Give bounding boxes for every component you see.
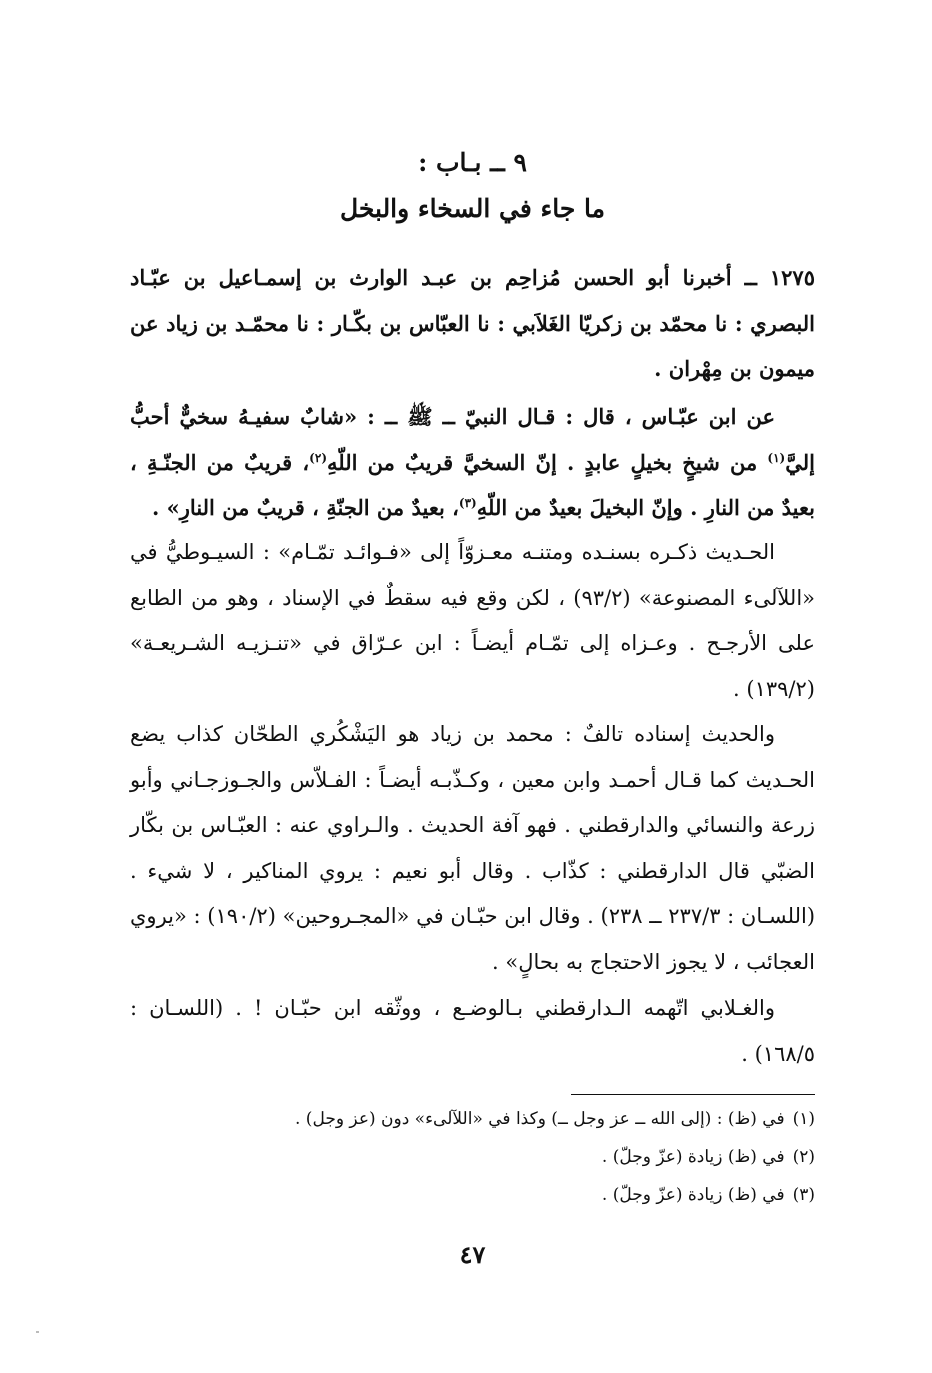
footnote-mark: (٢) <box>792 1147 815 1167</box>
matn-text-3: ، قريبٌ من الجنّـةِ ، بعيدٌ من النارِ . وإنّ البخيلَ بعيدٌ من اللّهِ <box>130 449 815 520</box>
footnotes-list <box>130 1100 815 1214</box>
scan-speck <box>36 1331 39 1333</box>
footnote-text: في (ظ) زيادة (عزّ وجلّ) . <box>601 1147 785 1167</box>
footnote-mark: (٣) <box>792 1185 815 1205</box>
chapter-title: ٩ ــ بـاب : <box>418 148 527 177</box>
commentary-paragraph-3: والغـلابي اتّهمه الـدارقطني بـالوضـع ، ووثّقه ابن حبّـان ! . (اللسـان : ١٦٨/٥) . <box>130 996 815 1066</box>
matn-text-2: من شيخٍ بخيلٍ عابدٍ . إنّ السخيَّ قريبٌ من اللّهِ <box>327 449 768 475</box>
matn-text-1: عن ابن عبّـاس ، قال : قـال النبيّ ــ ﷺ ــ : «شابٌ سفيـهُ سخيٌّ أحبُّ إليَّ <box>130 404 815 475</box>
chapter-subtitle: ما جاء في السخاء والبخل <box>339 194 606 223</box>
footnote-item <box>130 1138 815 1176</box>
hadith-number: ١٢٧٥ ــ <box>744 265 815 290</box>
matn-text-4: ، بعيدٌ من الجنّةِ ، قريبٌ من النارِ» . <box>152 495 459 520</box>
commentary-paragraph-2: والحديث إسناده تالفٌ : محمد بن زياد هو اليَشْكُري الطحّان كذاب يضع الحـديث كما قـال أحمـد وابن معين ، وكـذّبـه أيضـاً : الفـلاّس والجـوزجـاني وأبو زرعة والنسائي والدارقطني . فهو آفة الحديث . والـراوي عنه : العبّـاس بن بكّار الضبّي قال الدارقطني : كذّاب . وقال أبو نعيم : يروي المناكير ، لا شيء . (اللسـان : ٢٣٧/٣ ــ ٢٣٨) . وقال ابن حبّـان في «المجـروحين» (١٩٠/٢) : «يروي العجائب ، لا يجوز الاحتجاج به بحالٍ» . <box>130 722 816 974</box>
page-number: ٤٧ <box>459 1240 486 1269</box>
footnote-item <box>130 1100 815 1138</box>
footnote-text: في (ظ) : (إلى الله ــ عز وجل ــ) وكذا في «اللآلىء» دون (عز وجل) . <box>295 1109 785 1129</box>
hadith-isnad-paragraph <box>130 255 815 392</box>
footnote-item <box>130 1176 815 1214</box>
footnote-ref-1[interactable]: (١) <box>767 450 786 465</box>
footnote-ref-2[interactable]: (٢) <box>309 450 327 465</box>
footnote-text: في (ظ) زيادة (عزّ وجلّ) . <box>601 1185 785 1205</box>
book-page <box>130 0 815 1373</box>
commentary-paragraph-1: الحـديث ذكـره بسنـده ومتنـه معـزوّاً إلى «فـوائـد تمّـام» : السيـوطيُّ في «اللآلىء المصنوعة» (٩٣/٢) ، لكن وقع فيه سقطٌ في الإسناد ، وهو من الطابع على الأرجـح . وعـزاه إلى تمّـام أيضـاً : ابن عـرّاق في «تنـزيـه الشـريعـة» (١٣٩/٢) . <box>130 540 816 701</box>
hadith-matn-paragraph <box>130 394 815 531</box>
footnote-divider <box>571 1094 815 1095</box>
hadith-isnad: أخبرنا أبو الحسن مُزاحِم بن عبـد الوارث بن إسمـاعيل بن عبّـاد البصري : نا محمّد بن زكريّا الغَلاَبي : نا العبّاس بن بكّـار : نا محمّـد بن زياد عن ميمون بن مِهْران . <box>130 265 815 381</box>
footnote-mark: (١) <box>792 1109 815 1129</box>
footnote-ref-3[interactable]: (٣) <box>458 496 477 510</box>
